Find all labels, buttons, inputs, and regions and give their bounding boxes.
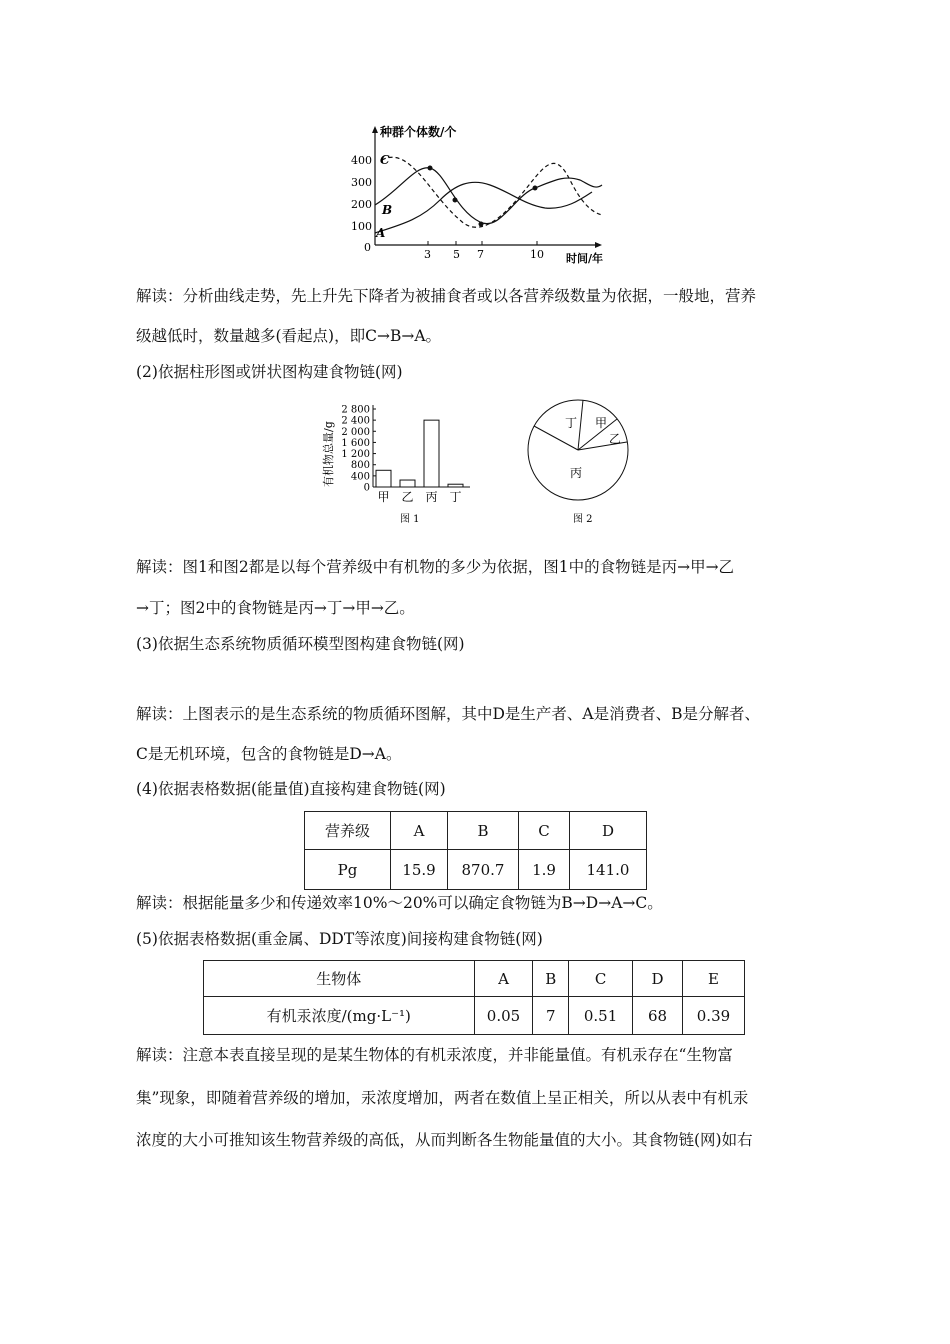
bar-category-label: 丙: [425, 490, 438, 504]
curve-label-c: C: [380, 153, 390, 167]
y-tick: 0: [364, 241, 371, 254]
curve-point: [428, 166, 433, 171]
table-cell: 生物体: [204, 961, 475, 997]
table-cell: A: [474, 961, 533, 997]
paragraph-1-line-1: 解读：分析曲线走势，先上升先下降者为被捕食者或以各营养级数量为依据，一般地，营养: [136, 287, 757, 305]
table-cell: 1.9: [519, 850, 570, 890]
table-row: [305, 850, 647, 890]
population-chart: [340, 120, 610, 270]
bar-chart-ylabel: 有机物总量/g: [322, 421, 335, 487]
y-tick: 400: [351, 154, 372, 167]
y-tick: 200: [351, 198, 372, 211]
table-cell: C: [519, 812, 570, 850]
y-axis-arrow: [372, 126, 378, 133]
section-heading-4: (4)依据表格数据(能量值)直接构建食物链(网): [136, 780, 446, 798]
bar-y-tick: 2 400: [341, 415, 370, 427]
table-cell: 7: [533, 997, 569, 1035]
bar-y-tick: 2 000: [341, 426, 370, 438]
x-axis-label: 时间/年: [566, 252, 604, 265]
table-row: [305, 812, 647, 850]
bar: [376, 470, 391, 487]
x-tick: 7: [477, 248, 484, 261]
bar-y-tick: 0: [363, 482, 370, 494]
table-cell: D: [570, 812, 647, 850]
table-row: [204, 997, 745, 1035]
bar-chart: [310, 395, 490, 530]
bar-category-label: 乙: [401, 490, 414, 504]
table-cell: 68: [633, 997, 683, 1035]
pie-label-bing: 丙: [570, 466, 583, 480]
table-cell: 0.39: [682, 997, 744, 1035]
pie-label-ding: 丁: [565, 416, 578, 430]
pie-chart-caption: 图 2: [573, 514, 593, 525]
bar-category-label: 甲: [377, 490, 390, 504]
table-cell: 870.7: [448, 850, 519, 890]
bar: [448, 484, 463, 487]
curve-point: [453, 198, 458, 203]
table-cell: 有机汞浓度/(mg·L⁻¹): [204, 997, 475, 1035]
x-tick: 3: [424, 248, 431, 261]
paragraph-2-line-2: →丁；图2中的食物链是丙→丁→甲→乙。: [136, 599, 415, 617]
section-heading-5: (5)依据表格数据(重金属、DDT等浓度)间接构建食物链(网): [136, 930, 543, 948]
table-cell: 141.0: [570, 850, 647, 890]
paragraph-4: 解读：根据能量多少和传递效率10%～20%可以确定食物链为B→D→A→C。: [136, 894, 663, 912]
paragraph-5-line-1: 解读：注意本表直接呈现的是某生物体的有机汞浓度，并非能量值。有机汞存在“生物富: [136, 1046, 733, 1064]
bar-y-tick: 2 800: [341, 404, 370, 416]
section-heading-2: (2)依据柱形图或饼状图构建食物链(网): [136, 363, 403, 381]
paragraph-3-line-2: C是无机环境，包含的食物链是D→A。: [136, 745, 402, 763]
bar: [400, 480, 415, 487]
table-cell: 0.05: [474, 997, 533, 1035]
x-tick: 5: [453, 248, 460, 261]
mercury-table: [203, 960, 745, 1035]
bar-y-tick: 1 200: [341, 449, 370, 461]
paragraph-5-line-2: 集”现象，即随着营养级的增加，汞浓度增加，两者在数值上呈正相关，所以从表中有机汞: [136, 1089, 749, 1107]
x-axis-arrow: [595, 242, 602, 248]
y-tick: 100: [351, 220, 372, 233]
table-row: [204, 961, 745, 997]
pie-label-yi: 乙: [609, 432, 622, 446]
table-cell: E: [682, 961, 744, 997]
paragraph-2-line-1: 解读：图1和图2都是以每个营养级中有机物的多少为依据，图1中的食物链是丙→甲→乙: [136, 558, 735, 576]
curve-point: [479, 222, 484, 227]
table-cell: 营养级: [305, 812, 391, 850]
table-cell: C: [569, 961, 633, 997]
table-cell: D: [633, 961, 683, 997]
bar-category-label: 丁: [449, 490, 462, 504]
pie-chart: [525, 395, 645, 530]
paragraph-3-line-1: 解读：上图表示的是生态系统的物质循环图解，其中D是生产者、A是消费者、B是分解者、: [136, 705, 761, 723]
y-tick: 300: [351, 176, 372, 189]
curve-label-a: A: [376, 226, 386, 240]
y-axis-label: 种群个体数/个: [380, 125, 457, 139]
bar-y-tick: 800: [350, 460, 370, 472]
table-cell: 15.9: [391, 850, 448, 890]
x-tick: 10: [530, 248, 544, 261]
table-cell: 0.51: [569, 997, 633, 1035]
table-cell: B: [533, 961, 569, 997]
section-heading-3: (3)依据生态系统物质循环模型图构建食物链(网): [136, 635, 465, 653]
pie-label-jia: 甲: [595, 416, 608, 430]
pie-divider: [578, 400, 583, 450]
curve-a: [375, 182, 592, 233]
curve-point: [533, 186, 538, 191]
table-cell: B: [448, 812, 519, 850]
table-cell: A: [391, 812, 448, 850]
curve-c: [382, 157, 602, 227]
bar-chart-caption: 图 1: [400, 514, 420, 525]
paragraph-1-line-2: 级越低时，数量越多(看起点)，即C→B→A。: [136, 327, 442, 345]
table-cell: Pg: [305, 850, 391, 890]
curve-label-b: B: [382, 203, 393, 217]
energy-table: [304, 811, 647, 890]
bar-y-tick: 400: [350, 471, 370, 483]
bar: [424, 420, 439, 487]
bar-y-tick: 1 600: [341, 437, 370, 449]
paragraph-5-line-3: 浓度的大小可推知该生物营养级的高低，从而判断各生物能量值的大小。其食物链(网)如右: [136, 1131, 753, 1149]
